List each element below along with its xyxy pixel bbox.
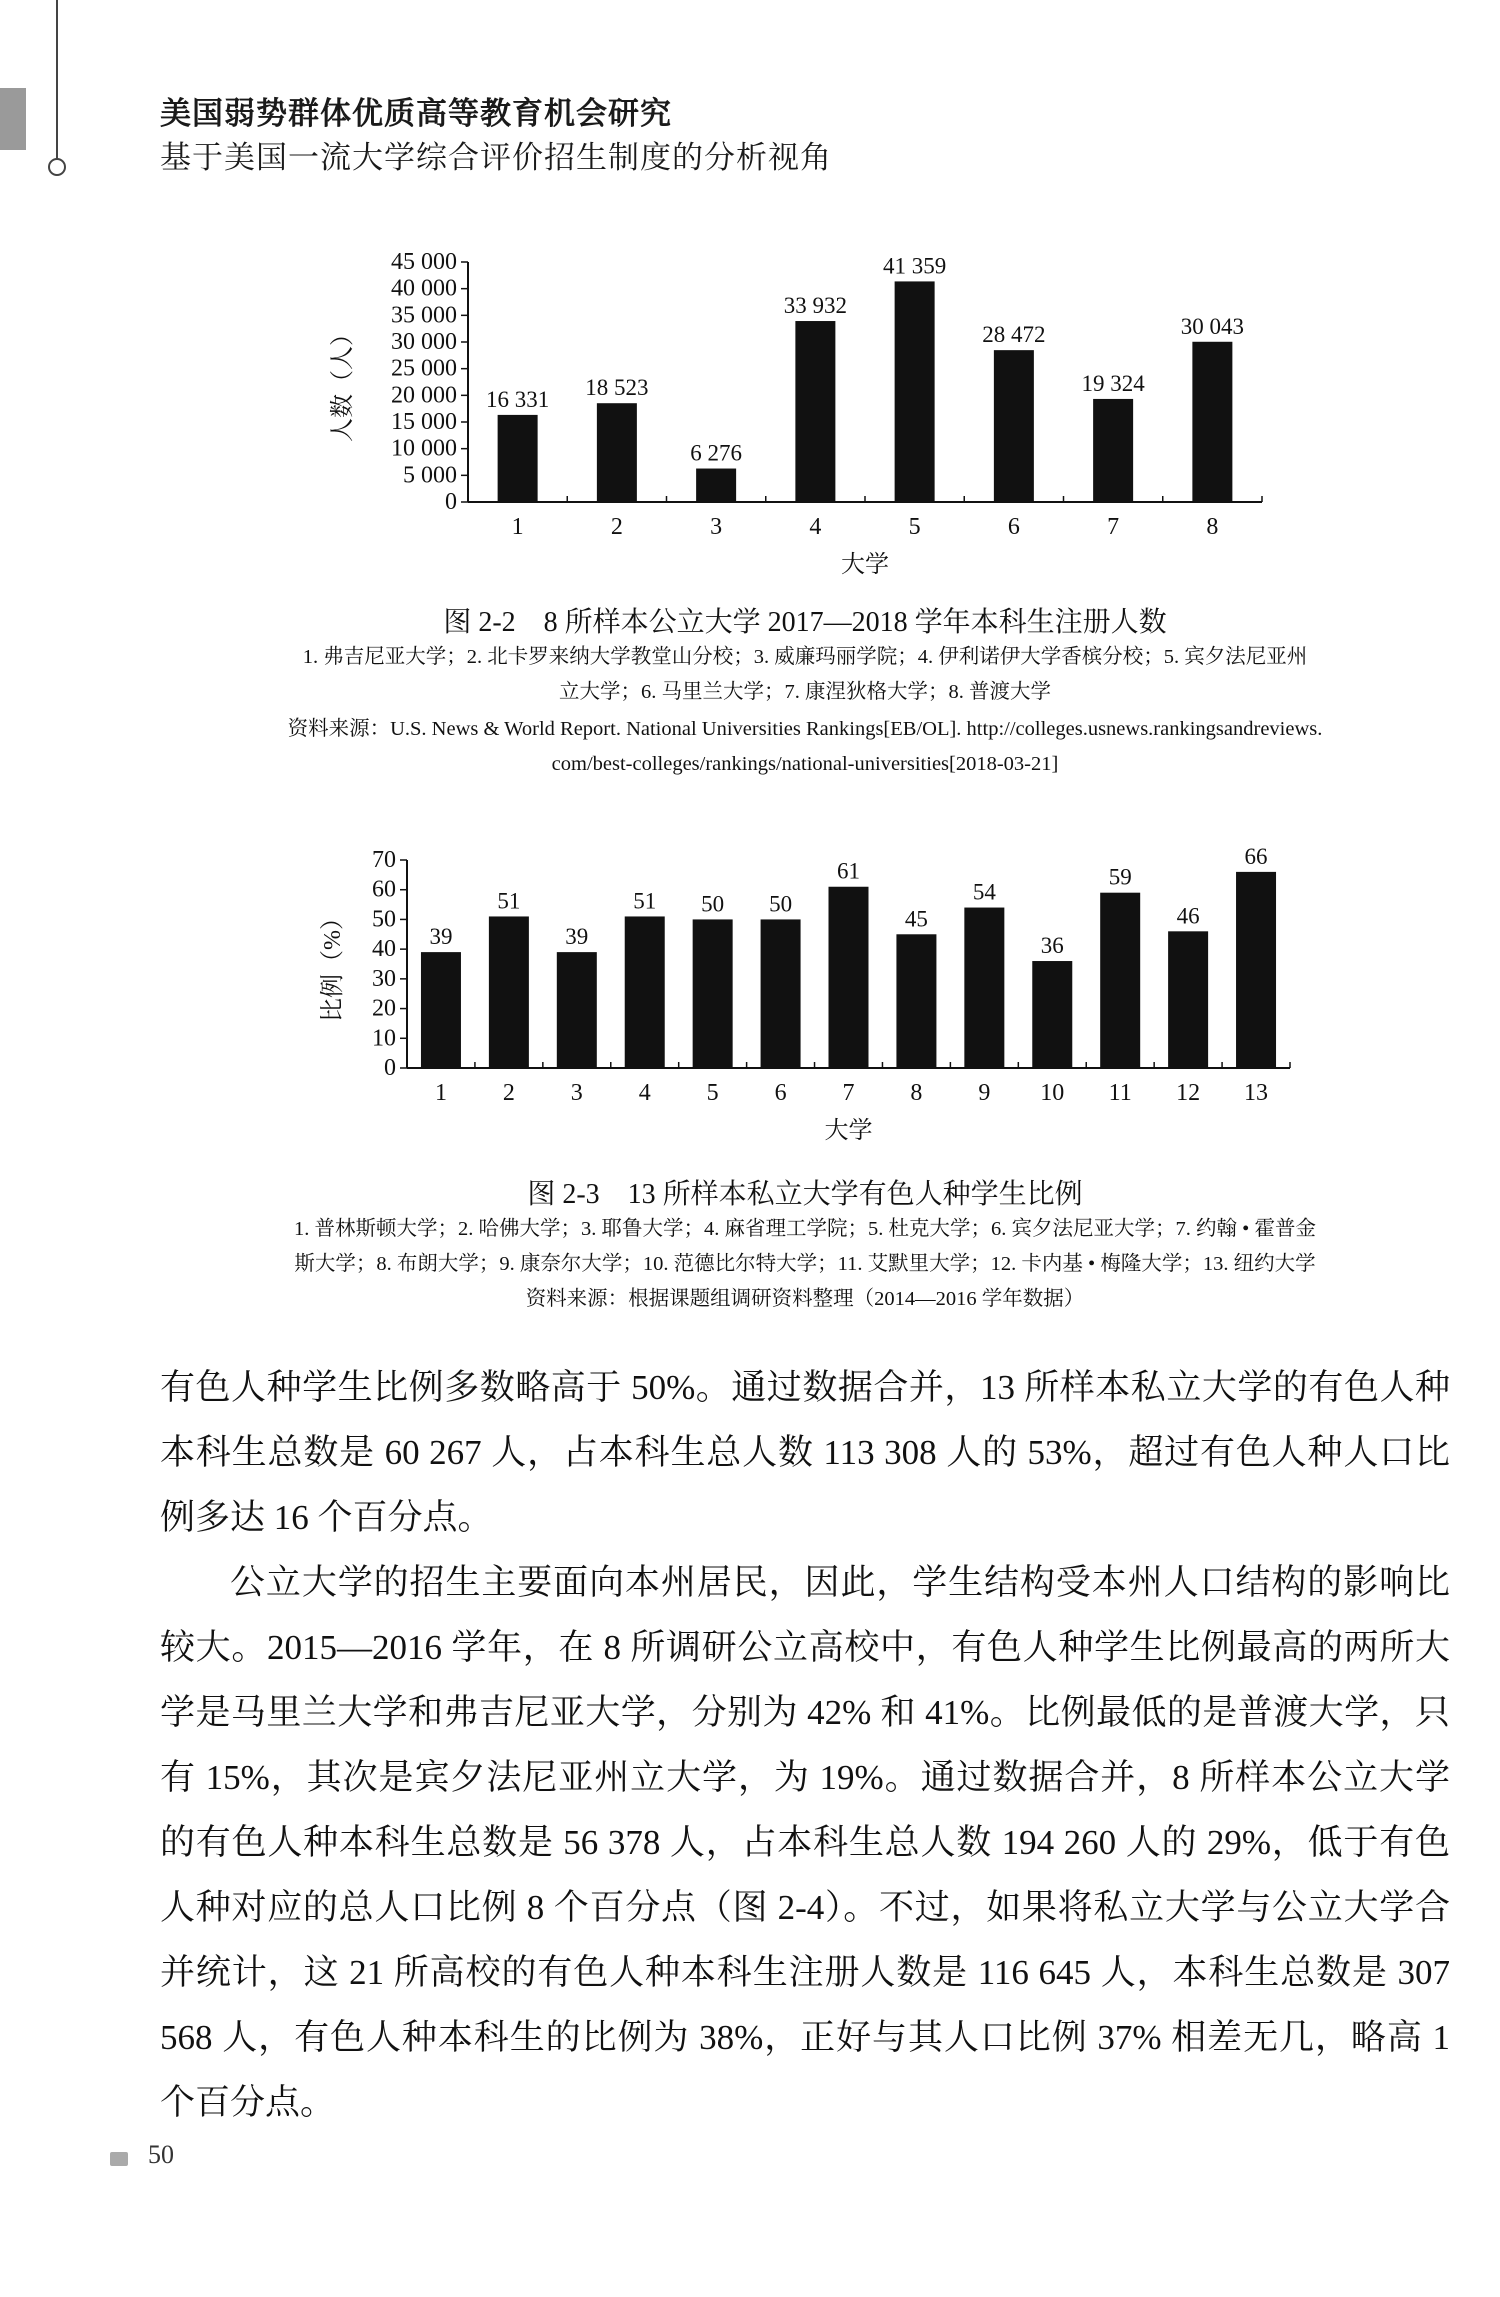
bar	[994, 350, 1034, 502]
bar	[557, 952, 597, 1068]
page-edge-marker	[0, 88, 26, 150]
x-tick-label: 5	[706, 1080, 719, 1106]
x-tick-label: 4	[809, 514, 822, 540]
bar	[625, 916, 665, 1068]
y-tick-label: 0	[384, 1055, 396, 1081]
x-tick-label: 3	[710, 514, 723, 540]
bar-value-label: 36	[1040, 933, 1064, 959]
y-tick-label: 50	[372, 906, 396, 933]
bar-value-label: 28 472	[982, 322, 1046, 348]
y-tick-label: 15 000	[391, 409, 457, 435]
y-tick-label: 10 000	[391, 435, 457, 462]
bar	[1236, 872, 1276, 1068]
y-tick-label: 0	[445, 489, 457, 515]
y-tick-label: 40	[372, 936, 396, 963]
y-tick-label: 5 000	[403, 462, 457, 489]
bar-value-label: 45	[904, 906, 928, 932]
y-axis-title: 比例（%）	[320, 906, 346, 1022]
y-tick-label: 20 000	[391, 382, 457, 409]
x-tick-label: 13	[1244, 1080, 1269, 1106]
x-tick-label: 10	[1040, 1080, 1065, 1106]
bar	[1100, 893, 1140, 1068]
x-tick-label: 1	[434, 1080, 447, 1106]
figure1-source-line-2: com/best-colleges/rankings/national-universities[2018-03-21]	[551, 753, 1059, 775]
bar-value-label: 16 331	[486, 386, 550, 412]
y-tick-label: 10	[372, 1025, 396, 1052]
bar-value-label: 66	[1244, 843, 1268, 869]
y-axis-title: 人数（人）	[330, 322, 356, 442]
running-header-title: 美国弱势群体优质高等教育机会研究	[160, 96, 672, 132]
figure1-legend-line-2: 立大学；6. 马里兰大学；7. 康涅狄格大学；8. 普渡大学	[559, 681, 1051, 703]
bar	[1168, 931, 1208, 1068]
y-tick-label: 70	[372, 847, 396, 873]
bar	[964, 908, 1004, 1068]
y-tick-label: 30 000	[391, 329, 457, 355]
y-tick-label: 40 000	[391, 275, 457, 302]
bar-value-label: 50	[701, 891, 725, 917]
figure1-source-line-1: 资料来源：U.S. News & World Report. National Universities Rankings[EB/OL]. http://colleges.usnews.rankingsandreviews.	[287, 718, 1323, 740]
x-axis-title: 大学	[841, 552, 889, 578]
bar	[696, 469, 736, 502]
bar	[1032, 961, 1072, 1068]
running-header-subtitle: 基于美国一流大学综合评价招生制度的分析视角	[160, 140, 832, 176]
header-vertical-rule	[56, 0, 58, 162]
figure2-source-line-1: 资料来源：根据课题组调研资料整理（2014—2016 学年数据）	[525, 1288, 1085, 1310]
x-tick-label: 7	[1107, 514, 1120, 540]
x-tick-label: 2	[502, 1080, 515, 1106]
bar-value-label: 39	[429, 924, 453, 950]
figure2-caption: 图 2-3 13 所样本私立大学有色人种学生比例	[527, 1179, 1083, 1210]
bar-value-label: 41 359	[883, 253, 947, 279]
paragraph-1: 有色人种学生比例多数略高于 50%。通过数据合并，13 所样本私立大学的有色人种本科生总数是 60 267 人，占本科生总人数 113 308 人的 53%，超过有色人种人口比例多达 16 个百分点。	[160, 1368, 1450, 1537]
page-marker-icon	[110, 2152, 128, 2166]
x-tick-label: 6	[774, 1080, 787, 1106]
bar-value-label: 46	[1176, 903, 1200, 929]
figure1-legend	[160, 640, 1450, 710]
bar	[421, 952, 461, 1068]
y-tick-label: 45 000	[391, 249, 457, 275]
bar-value-label: 39	[565, 924, 589, 950]
bar	[896, 934, 936, 1068]
bar	[895, 281, 935, 502]
bar-value-label: 61	[837, 858, 860, 884]
bar	[597, 403, 637, 502]
bar-value-label: 19 324	[1081, 370, 1145, 396]
x-tick-label: 11	[1108, 1080, 1132, 1106]
bar-value-label: 50	[769, 891, 793, 917]
x-tick-label: 6	[1007, 514, 1020, 540]
figure1-source	[160, 712, 1450, 782]
x-axis-title: 大学	[824, 1118, 873, 1144]
page-number: 50	[148, 2140, 174, 2169]
chart-private-university-minority-ratio	[0, 830, 1500, 1170]
bar-value-label: 59	[1108, 864, 1132, 890]
y-tick-label: 20	[372, 995, 396, 1022]
x-tick-label: 2	[610, 514, 623, 540]
y-tick-label: 30	[372, 965, 396, 992]
body-text	[160, 1355, 1450, 2135]
bar-value-label: 6 276	[690, 440, 742, 466]
bar-value-label: 51	[633, 888, 657, 914]
paragraph-2: 公立大学的招生主要面向本州居民，因此，学生结构受本州人口结构的影响比较大。2015—2016 学年，在 8 所调研公立高校中，有色人种学生比例最高的两所大学是马里兰大学和弗吉尼亚大学，分别为 42% 和 41%。比例最低的是普渡大学，只有 15%，其次是宾夕法尼亚州立大学，为 19%。通过数据合并，8 所样本公立大学的有色人种本科生总数是 56 378 人，占本科生总人数 194 260 人的 29%，低于有色人种对应的总人口比例 8 个百分点（图 2-4）。不过，如果将私立大学与公立大学合并统计，这 21 所高校的有色人种本科生注册人数是 116 645 人，本科生总数是 307 568 人，有色人种本科生的比例为 38%，正好与其人口比例 37% 相差无几，略高 1 个百分点。	[160, 1563, 1450, 2122]
y-tick-label: 60	[372, 876, 396, 903]
bar-value-label: 51	[497, 888, 521, 914]
x-tick-label: 12	[1176, 1080, 1201, 1106]
figure2-legend	[160, 1212, 1450, 1317]
x-tick-label: 7	[842, 1080, 855, 1106]
x-tick-label: 8	[1206, 514, 1219, 540]
x-tick-label: 3	[570, 1080, 583, 1106]
figure1-caption: 图 2-2 8 所样本公立大学 2017—2018 学年本科生注册人数	[443, 607, 1167, 638]
bar	[498, 415, 538, 502]
x-tick-label: 5	[908, 514, 921, 540]
y-tick-label: 35 000	[391, 302, 457, 329]
figure2-legend-line-1: 1. 普林斯顿大学；2. 哈佛大学；3. 耶鲁大学；4. 麻省理工学院；5. 杜克大学；6. 宾夕法尼亚大学；7. 约翰 • 霍普金	[294, 1218, 1316, 1240]
bar	[489, 916, 529, 1068]
bar-value-label: 30 043	[1180, 313, 1244, 339]
y-tick-label: 25 000	[391, 355, 457, 382]
figure2-legend-line-2: 斯大学；8. 布朗大学；9. 康奈尔大学；10. 范德比尔特大学；11. 艾默里大学；12. 卡内基 • 梅隆大学；13. 纽约大学	[294, 1253, 1316, 1275]
bar	[1192, 342, 1232, 502]
bar	[761, 919, 801, 1068]
bar-value-label: 18 523	[585, 375, 649, 401]
figure1-legend-line-1: 1. 弗吉尼亚大学；2. 北卡罗来纳大学教堂山分校；3. 威廉玛丽学院；4. 伊利诺伊大学香槟分校；5. 宾夕法尼亚州	[302, 646, 1308, 668]
x-tick-label: 4	[638, 1080, 651, 1106]
chart-public-university-enrollment	[0, 230, 1500, 590]
x-tick-label: 9	[978, 1080, 991, 1106]
bar	[1093, 399, 1133, 502]
header-rule-circle-icon	[48, 158, 66, 176]
bar-value-label: 54	[972, 879, 996, 905]
bar	[693, 919, 733, 1068]
bar	[829, 887, 869, 1068]
x-tick-label: 8	[910, 1080, 923, 1106]
x-tick-label: 1	[511, 514, 524, 540]
bar	[795, 321, 835, 502]
bar-value-label: 33 932	[783, 293, 847, 319]
